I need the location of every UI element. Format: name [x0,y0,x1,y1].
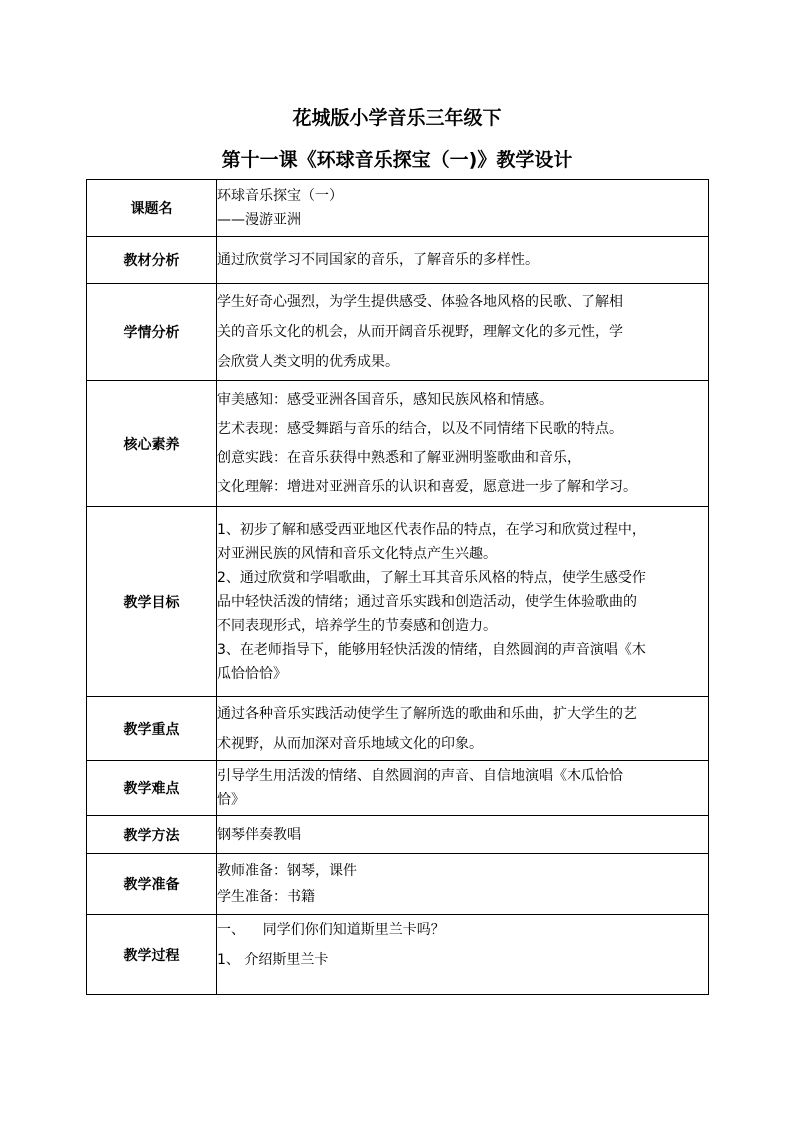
lesson-plan-table [86,179,709,995]
content-line: 文化理解：增进对亚洲音乐的认识和喜爱，愿意进一步了解和学习。 [217,478,637,495]
content-line: 学生准备：书籍 [217,889,315,905]
content-line: 会欣赏人类文明的优秀成果。 [217,354,399,370]
table-row [87,697,709,761]
row-content [217,816,709,854]
content-line: 创意实践：在音乐获得中熟悉和了解亚洲明鉴歌曲和音乐， [217,449,581,466]
row-content [217,507,709,697]
content-line: 1、 介绍斯里兰卡 [217,952,329,968]
row-label: 教学难点 [87,761,217,816]
document-title: 花城版小学音乐三年级下 [292,107,502,129]
table-row [87,381,709,507]
content-line: 对亚洲民族的风情和音乐文化特点产生兴趣。 [217,545,497,562]
content-line: 教师准备：钢琴，课件 [217,863,357,879]
row-content [217,237,709,284]
table-row [87,284,709,381]
row-label: 课题名 [87,180,217,237]
row-content [217,854,709,915]
content-line: 一、 同学们你们知道斯里兰卡吗？ [217,922,445,938]
content-line: 通过欣赏学习不同国家的音乐，了解音乐的多样性。 [217,252,539,268]
row-label: 教学过程 [87,915,217,995]
table-row [87,507,709,697]
document-subtitle: 第十一课《环球音乐探宝（一)》教学设计 [221,149,573,171]
row-content [217,180,709,237]
row-label: 教学目标 [87,507,217,697]
row-label: 教学准备 [87,854,217,915]
content-line: 学生好奇心强烈，为学生提供感受、体验各地风格的民歌、了解相 [217,294,623,310]
row-content [217,915,709,995]
content-line: 瓜恰恰恰》 [217,665,287,682]
content-line: 品中轻快活泼的情绪；通过音乐实践和创造活动，使学生体验歌曲的 [217,593,637,610]
content-line: 3、在老师指导下，能够用轻快活泼的情绪，自然圆润的声音演唱《木 [217,641,646,658]
table-row [87,180,709,237]
content-line: 2、通过欣赏和学唱歌曲，了解土耳其音乐风格的特点，使学生感受作 [217,569,646,586]
row-label: 核心素养 [87,381,217,507]
row-label: 教学重点 [87,697,217,761]
content-line: 术视野，从而加深对音乐地域文化的印象。 [217,735,483,752]
content-line: 1、初步了解和感受西亚地区代表作品的特点，在学习和欣赏过程中， [217,521,646,538]
table-row [87,237,709,284]
content-line: 审美感知：感受亚洲各国音乐，感知民族风格和情感。 [217,391,553,408]
table-row [87,854,709,915]
row-content [217,697,709,761]
content-line: 环球音乐探宝（一） [217,188,343,204]
row-label: 教学方法 [87,816,217,854]
content-line: 通过各种音乐实践活动使学生了解所选的歌曲和乐曲，扩大学生的艺 [217,705,637,722]
table-row [87,761,709,816]
content-line: 关的音乐文化的机会，从而开阔音乐视野，理解文化的多元性，学 [217,324,623,340]
content-line: ——漫游亚洲 [217,212,301,228]
row-label: 学情分析 [87,284,217,381]
content-line: 引导学生用活泼的情绪、自然圆润的声音、自信地演唱《木瓜恰恰 [217,768,623,784]
table-row [87,915,709,995]
row-content [217,761,709,816]
content-line: 不同表现形式，培养学生的节奏感和创造力。 [217,617,497,634]
content-line: 恰》 [217,792,245,808]
content-line: 钢琴伴奏教唱 [217,826,301,843]
table-row [87,816,709,854]
row-label: 教材分析 [87,237,217,284]
content-line: 艺术表现：感受舞蹈与音乐的结合，以及不同情绪下民歌的特点。 [217,420,623,437]
row-content [217,284,709,381]
row-content [217,381,709,507]
